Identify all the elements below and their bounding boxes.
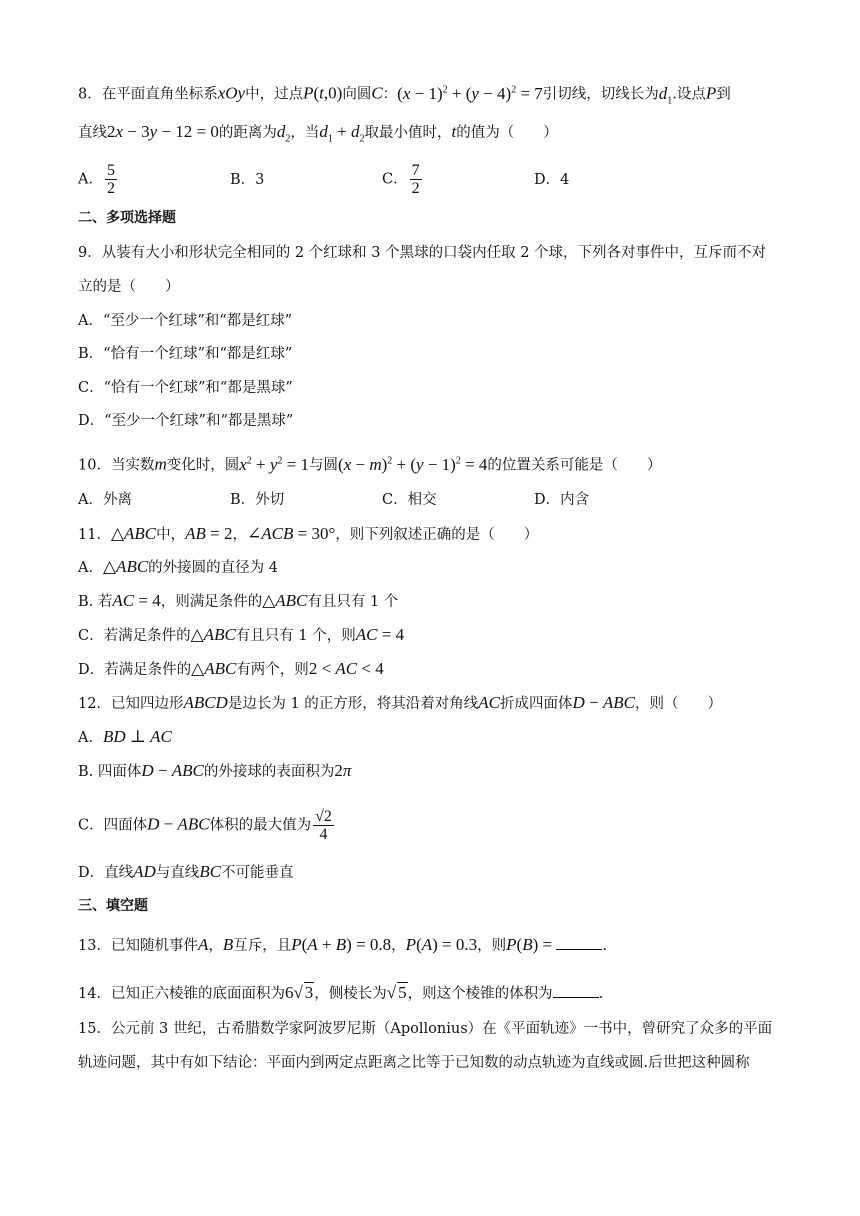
fraction: $\frac{√2}{4}$ (315, 808, 332, 843)
section-heading-multiple-choice: 二、多项选择题 (78, 210, 176, 226)
math-circle1: $x^2 + y^2 = 1$ (239, 454, 310, 474)
q14-stem: 14．已知正六棱锥的底面面积为6√ 3，侧棱长为√ 5，则这个棱锥的体积为 . (78, 983, 604, 1002)
q13-stem: 13．已知随机事件A，B互斥，且P(A + B) = 0.8，P(A) = 0.3，则P(B) = . (78, 935, 607, 954)
q9-option-a: A．“至少一个红球”和“都是红球” (78, 313, 293, 329)
q8-line1: 8．在平面直角坐标系xOy中，过点P(t,0)向圆C：$(x - 1)^2 + (y - 4)^2 = 7$引切线，切线长为$d_1$.设点P到 (78, 83, 731, 107)
q15-line2: 轨迹问题，其中有如下结论：平面内到两定点距离之比等于已知数的动点轨迹为直线或圆.后世把这种圆称 (78, 1055, 750, 1071)
math-circle-eq: $(x - 1)^2 + (y - 4)^2 = 7$ (397, 83, 543, 103)
fraction: $\frac{7}{2}$ (411, 162, 420, 197)
q11-option-c: C．若满足条件的△ABC有且只有 1 个，则AC = 4 (78, 625, 405, 644)
math-point-p: P (303, 83, 314, 103)
q9-option-c: C．“恰有一个红球”和“都是黑球” (78, 380, 293, 396)
q9-option-b: B．“恰有一个红球”和“都是红球” (78, 346, 293, 362)
answer-blank[interactable] (553, 983, 599, 998)
q8-option-c: C． $\frac{7}{2}$ (382, 162, 420, 197)
q8-option-a: A． $\frac{5}{2}$ (78, 162, 115, 197)
q8-option-d: D．4 (534, 172, 570, 188)
q10-option-c: C．相交 (382, 492, 437, 508)
q8-option-b: B．3 (230, 172, 265, 188)
q9-option-d: D．“至少一个红球”和“都是黑球” (78, 413, 294, 429)
q11-option-b: B. 若AC = 4，则满足条件的△ABC有且只有 1 个 (78, 591, 399, 610)
q12-option-b: B. 四面体D − ABC的外接球的表面积为2π (78, 761, 352, 780)
math-line-eq: 2x − 3y − 12 = 0 (107, 122, 219, 141)
q11-option-d: D．若满足条件的△ABC有两个，则2 < AC < 4 (78, 659, 384, 678)
q10-option-d: D．内含 (534, 492, 590, 508)
q12-stem: 12．已知四边形ABCD是边长为 1 的正方形，将其沿着对角线AC折成四面体D − ABC，则（ ） (78, 693, 723, 712)
q8-line2: 直线2x − 3y − 12 = 0的距离为$d_2$，当$d_1 + d_2$取最小值时，t的值为（ ） (78, 122, 558, 145)
q11-option-a: A．△ABC的外接圆的直径为 4 (78, 557, 279, 576)
q10-stem: 10．当实数m变化时，圆$x^2 + y^2 = 1$与圆$(x - m)^2 + (y - 1)^2 = 4$的位置关系可能是（ ） (78, 454, 662, 474)
answer-blank[interactable] (556, 935, 602, 950)
math-xoy: xOy (217, 83, 246, 103)
math-circle2: $(x - m)^2 + (y - 1)^2 = 4$ (338, 454, 488, 474)
q9-line2: 立的是（ ） (78, 279, 180, 295)
q12-option-c: C．四面体D − ABC体积的最大值为 $\frac{√2}{4}$ (78, 808, 332, 843)
q10-option-a: A．外离 (78, 492, 132, 508)
q12-option-a: A．BD ⊥ AC (78, 727, 172, 746)
fraction: $\frac{5}{2}$ (106, 162, 115, 197)
q12-option-d: D．直线AD与直线BC不可能垂直 (78, 862, 294, 881)
q11-stem: 11．△ABC中，AB = 2，∠ACB = 30°，则下列叙述正确的是（ ） (78, 524, 539, 543)
q9-line1: 9．从装有大小和形状完全相同的 2 个红球和 3 个黑球的口袋内任取 2 个球，下列各对事件中，互斥而不对 (78, 245, 767, 261)
section-heading-fill-in: 三、填空题 (78, 898, 148, 914)
q10-option-b: B．外切 (230, 492, 285, 508)
q15-line1: 15．公元前 3 世纪，古希腊数学家阿波罗尼斯（Apollonius）在《平面轨迹》一书中，曾研究了众多的平面 (78, 1021, 773, 1037)
